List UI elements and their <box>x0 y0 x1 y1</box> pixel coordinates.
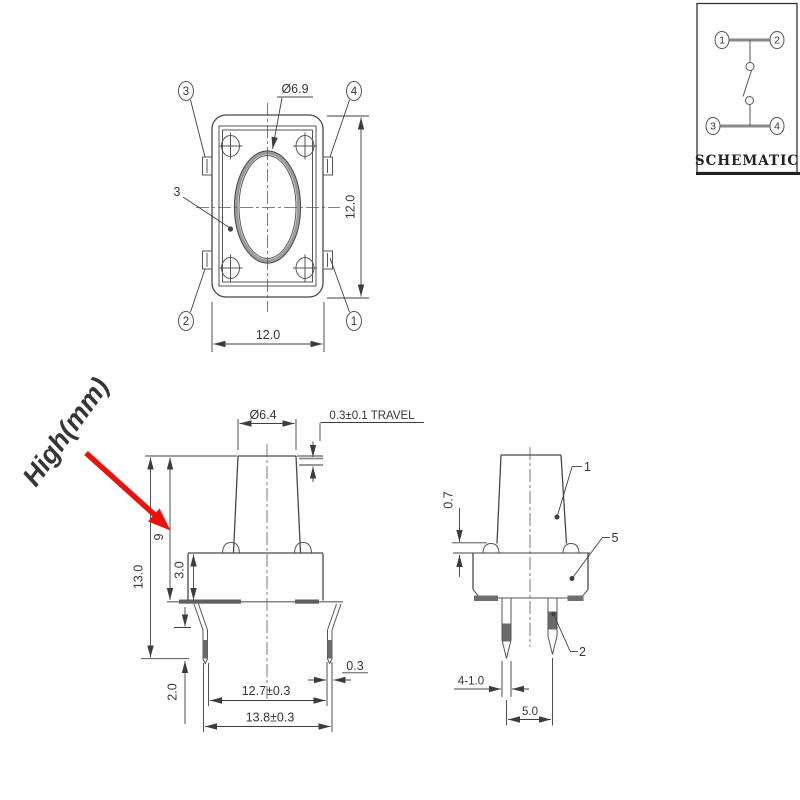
top-view-part-label <box>174 185 234 232</box>
dim-pin-pitch-label: 5.0 <box>522 706 538 718</box>
rivet-icon <box>293 133 317 160</box>
high-arrow-shaft <box>86 453 157 517</box>
side-view-callout-stem <box>555 460 592 520</box>
callout-1: 1 <box>350 316 358 328</box>
dim-outer-width-label: 13.8±0.3 <box>245 710 295 725</box>
dim-leg-length-label: 2.0 <box>165 683 180 701</box>
side-view <box>442 447 619 726</box>
part-label-3: 3 <box>173 185 181 199</box>
front-view-legs <box>194 604 341 664</box>
dim-travel-label: 0.3±0.1 TRAVEL <box>329 410 415 422</box>
dim-leg-thickness-label: 0.3 <box>346 659 364 673</box>
front-view-dim-leg-length <box>141 607 191 724</box>
dim-width-label: 12.0 <box>255 328 281 342</box>
front-view-dim-body-height <box>173 555 194 601</box>
side-view-callout-base <box>570 531 619 581</box>
schematic-pin-2: 2 <box>774 34 780 47</box>
dim-shoulder-height-label: 0.7 <box>441 491 456 509</box>
callout-base-label: 5 <box>611 531 619 545</box>
callout-2: 2 <box>182 316 190 328</box>
front-view-dim-leg-thickness <box>308 659 368 680</box>
high-annotation <box>17 372 171 531</box>
side-view-dim-pin-pitch <box>507 658 553 726</box>
callout-pin-label: 2 <box>579 645 586 659</box>
top-view-callouts <box>179 82 362 331</box>
side-view-dim-shoulder <box>442 491 488 577</box>
schematic-pin-1: 1 <box>719 34 725 47</box>
dim-pin-width-label: 4-1.0 <box>457 675 485 688</box>
front-view-dim-inner-width <box>209 662 328 706</box>
dim-stem-height-label: 9 <box>152 533 166 541</box>
side-view-pins <box>502 598 557 659</box>
top-view-dim-width <box>212 302 324 352</box>
top-view <box>174 82 369 353</box>
front-view-dim-travel <box>299 410 424 482</box>
schematic-pin-3: 3 <box>710 120 716 133</box>
dim-inner-width-label: 12.7±0.3 <box>241 684 291 698</box>
high-label: High(mm) <box>16 371 115 492</box>
schematic-title: SCHEMATIC <box>694 153 800 169</box>
schematic-pin-4: 4 <box>774 120 780 133</box>
dim-body-height-label: 3.0 <box>172 561 187 579</box>
dim-total-height-label: 13.0 <box>131 564 146 590</box>
dim-height-label: 12.0 <box>343 194 358 220</box>
dim-button-diameter-label: Ø6.9 <box>281 82 309 96</box>
front-view <box>132 408 425 732</box>
top-view-dim-height <box>327 116 369 298</box>
dim-stem-diameter-label: Ø6.4 <box>249 408 277 422</box>
callout-4: 4 <box>350 86 358 98</box>
schematic-panel <box>695 4 800 174</box>
callout-3: 3 <box>182 86 190 98</box>
callout-stem-label: 1 <box>584 460 591 474</box>
front-view-dim-total-height <box>132 458 151 658</box>
side-view-dim-pin-width <box>454 661 529 697</box>
rivet-icon <box>293 255 317 282</box>
front-view-dim-stem <box>238 408 296 450</box>
